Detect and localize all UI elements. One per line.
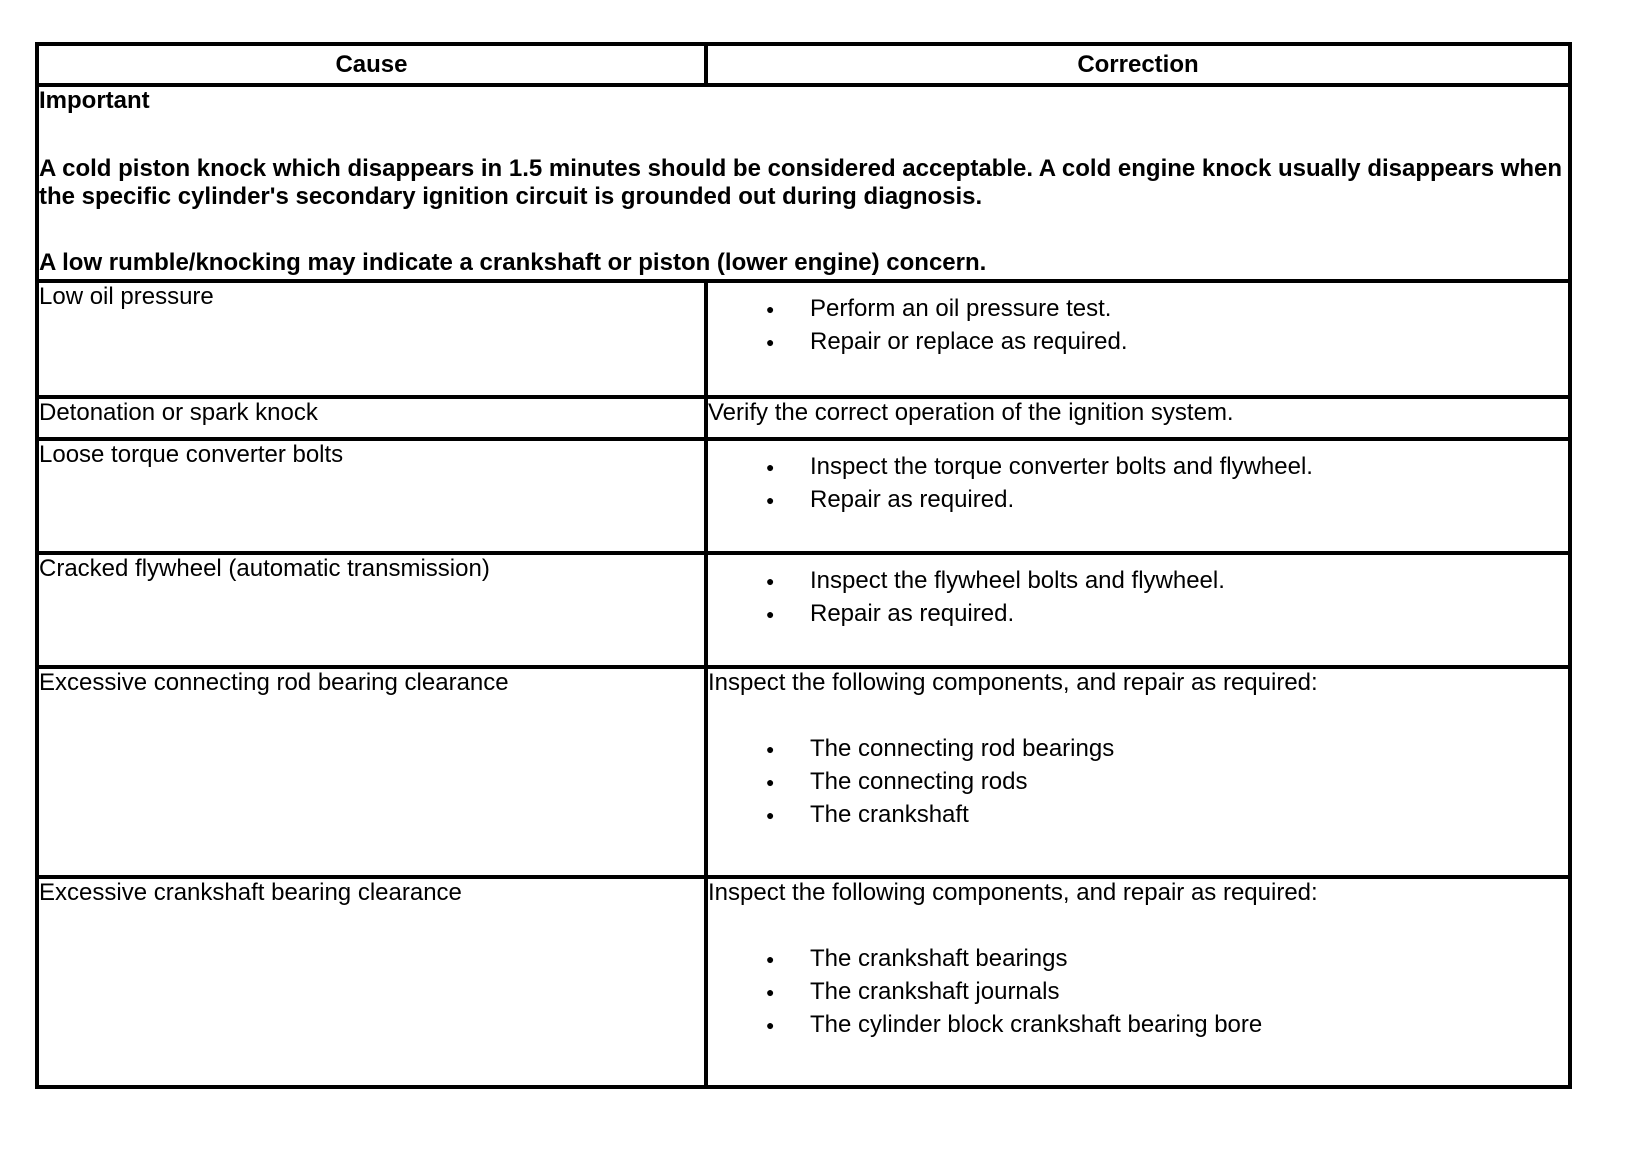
table-row [37,439,1570,553]
bullet-item: ● The connecting rods [708,768,1568,801]
bullet-item: ● Inspect the flywheel bolts and flywheel. [708,567,1568,600]
header-row [37,44,1570,85]
correction-cell [706,439,1570,553]
table-row [37,877,1570,1087]
cause-cell: Excessive crankshaft bearing clearance [37,877,706,1087]
cause-cell: Excessive connecting rod bearing clearance [37,667,706,877]
bullet-item: ● Repair or replace as required. [708,328,1568,361]
table-row [37,397,1570,439]
important-note-row [37,85,1570,281]
table-row [37,553,1570,667]
correction-cell [706,877,1570,1087]
correction-intro: Inspect the following components, and repair as required: [708,879,1318,906]
correction-cell [706,553,1570,667]
correction-cell [706,667,1570,877]
important-paragraph-1: A cold piston knock which disappears in 1.5 minutes should be considered acceptable. A cold engine knock usually disappears when the specific cylinder's secondary ignition circuit is grounded out during diagnosis. [39,155,1563,210]
diagnosis-table [35,42,1572,1089]
bullet-item: ● Repair as required. [708,600,1568,633]
bullet-item: ● Inspect the torque converter bolts and flywheel. [708,453,1568,486]
bullet-item: ● Repair as required. [708,486,1568,519]
bullet-item: ● The crankshaft journals [708,978,1568,1011]
correction-bullet-list [708,441,1568,519]
cause-cell: Detonation or spark knock [37,397,706,439]
bullet-item: ● Perform an oil pressure test. [708,295,1568,328]
correction-cell [706,281,1570,397]
important-paragraph-2: A low rumble/knocking may indicate a crankshaft or piston (lower engine) concern. [39,249,987,276]
correction-intro: Inspect the following components, and repair as required: [708,669,1318,696]
bullet-item: ● The cylinder block crankshaft bearing bore [708,1011,1568,1044]
correction-cell: Verify the correct operation of the ignition system. [706,397,1570,439]
cause-cell: Loose torque converter bolts [37,439,706,553]
correction-bullet-list [708,283,1568,361]
correction-bullet-list [708,555,1568,633]
bullet-item: ● The crankshaft [708,801,1568,834]
cause-header: Cause [37,44,706,85]
correction-header: Correction [706,44,1570,85]
bullet-item: ● The connecting rod bearings [708,735,1568,768]
important-note [37,85,1570,281]
cause-cell: Low oil pressure [37,281,706,397]
table-row [37,281,1570,397]
table-row [37,667,1570,877]
correction-bullet-list [708,907,1568,1044]
cause-cell: Cracked flywheel (automatic transmission) [37,553,706,667]
important-title: Important [39,87,150,114]
bullet-item: ● The crankshaft bearings [708,945,1568,978]
correction-bullet-list [708,697,1568,834]
